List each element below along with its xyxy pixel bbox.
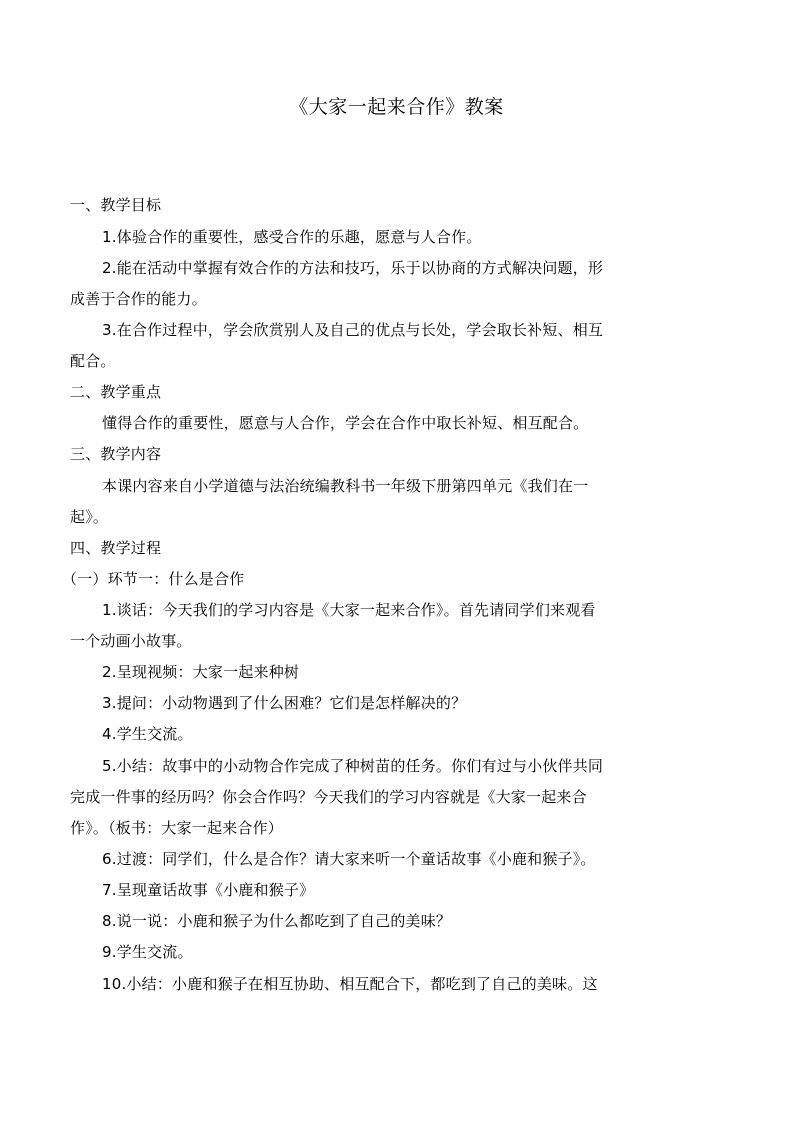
section-heading-objectives: 一、教学目标 <box>70 196 162 214</box>
paragraph-line: 1.谈话：今天我们的学习内容是《大家一起来合作》。首先请同学们来观看 <box>102 601 596 619</box>
paragraph-line: 一个动画小故事。 <box>70 632 192 650</box>
paragraph-line: 3.提问：小动物遇到了什么困难？它们是怎样解决的？ <box>102 694 467 712</box>
section-heading-content: 三、教学内容 <box>70 445 162 463</box>
paragraph-line: 10.小结：小鹿和猴子在相互协助、相互配合下，都吃到了自己的美味。这 <box>102 975 598 993</box>
paragraph-line: 成善于合作的能力。 <box>70 290 207 308</box>
paragraph-line: 懂得合作的重要性，愿意与人合作，学会在合作中取长补短、相互配合。 <box>102 414 589 432</box>
paragraph-line: 5.小结：故事中的小动物合作完成了种树苗的任务。你们有过与小伙伴共同 <box>102 757 604 775</box>
paragraph-line: 3.在合作过程中，学会欣赏别人及自己的优点与长处，学会取长补短、相互 <box>102 321 604 339</box>
paragraph-line: 2.能在活动中掌握有效合作的方法和技巧，乐于以协商的方式解决问题，形 <box>102 259 604 277</box>
paragraph-line: 7.呈现童话故事《小鹿和猴子》 <box>102 881 315 899</box>
paragraph-line: 完成一件事的经历吗？你会合作吗？今天我们的学习内容就是《大家一起来合 <box>70 788 587 806</box>
section-heading-process: 四、教学过程 <box>70 539 162 557</box>
paragraph-line: 起》。 <box>70 508 109 526</box>
paragraph-line: 9.学生交流。 <box>102 943 193 961</box>
subsection-heading: （一）环节一：什么是合作 <box>62 570 245 588</box>
paragraph-line: 2.呈现视频：大家一起来种树 <box>102 663 300 681</box>
paragraph-line: 作》。（板书：大家一起来合作） <box>70 819 284 837</box>
paragraph-line: 1.体验合作的重要性，感受合作的乐趣，愿意与人合作。 <box>102 228 482 246</box>
document-title: 《大家一起来合作》教案 <box>289 96 504 118</box>
paragraph-line: 6.过渡：同学们，什么是合作？请大家来听一个童话故事《小鹿和猴子》。 <box>102 850 596 868</box>
paragraph-line: 4.学生交流。 <box>102 725 193 743</box>
paragraph-line: 本课内容来自小学道德与法治统编教科书一年级下册第四单元《我们在一 <box>102 477 589 495</box>
paragraph-line: 配合。 <box>70 352 116 370</box>
section-heading-key-points: 二、教学重点 <box>70 383 162 401</box>
paragraph-line: 8.说一说：小鹿和猴子为什么都吃到了自己的美味？ <box>102 912 452 930</box>
